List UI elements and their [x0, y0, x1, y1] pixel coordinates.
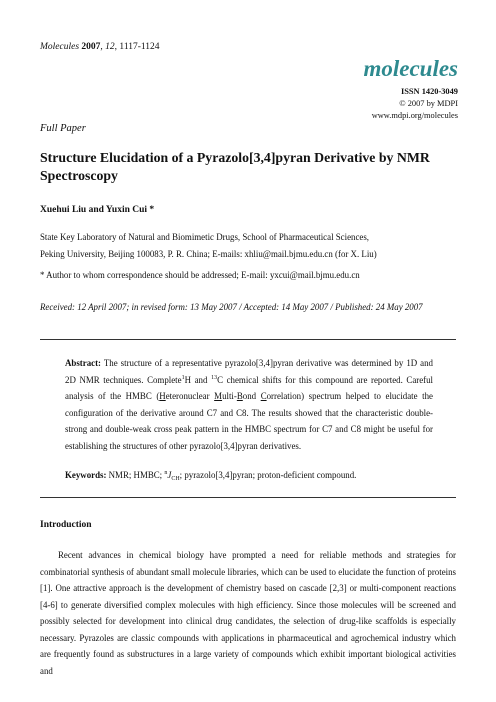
underlined-letter: B	[236, 391, 243, 401]
copyright: © 2007 by MDPI	[399, 99, 458, 108]
abstract-text: orrelation)	[266, 391, 305, 401]
journal-year: 2007	[81, 42, 101, 52]
underlined-letter: M	[214, 391, 223, 401]
underlined-letter: H	[159, 391, 166, 401]
journal-name: Molecules	[40, 42, 80, 52]
abstract	[65, 355, 433, 454]
journal-reference: Molecules 2007, 12, 1117-1124	[40, 42, 160, 52]
keyword-text: ; pyrazolo[3,4]pyran; proton-deficient compound.	[179, 470, 357, 480]
superscript: n	[164, 470, 168, 476]
abstract-text: eteronuclear	[165, 391, 215, 401]
issn: ISSN 1420-3049	[400, 87, 458, 96]
abstract-text: spectrum helped to elucidate the configuration of the derivative around C7 and C8. The results showed that the characteristic double-strong and double-weak cross peak pattern in the HMBC spectrum for C7 and C8 might be useful for establishing the structures of other pyrazolo[3,4]pyran derivatives.	[65, 391, 433, 451]
authors: Xuehui Liu and Yuxin Cui *	[40, 205, 155, 215]
affiliation-line: Peking University, Beijing 100083, P. R. China; E-mails: xhliu@mail.bjmu.edu.cn (for X. Liu)	[40, 249, 377, 259]
publication-dates: Received: 12 April 2007; in revised form: 13 May 2007 / Accepted: 14 May 2007 / Published: 24 May 2007	[40, 302, 423, 312]
subscript: CH	[171, 476, 180, 482]
introduction-paragraph	[40, 547, 456, 679]
website[interactable]: www.mdpi.org/molecules	[371, 111, 458, 120]
abstract-label: Abstract:	[65, 358, 101, 368]
abstract-bottom-rule	[40, 497, 456, 498]
abstract-top-rule	[40, 339, 456, 340]
journal-pages: 1117-1124	[119, 42, 160, 52]
journal-info	[372, 86, 458, 122]
abstract-text: The structure of a representative pyrazolo[3,4]pyran derivative was determined by 1D and 2D NMR techniques. Complete	[65, 358, 433, 385]
keywords-label: Keywords:	[65, 470, 107, 480]
paragraph-text: Recent advances in chemical biology have prompted a need for reliable methods and strategies for combinatorial synthesis of abundant small molecule libraries, which can be used to elucidate the function of proteins [1]. One attractive approach is the development of chemistry based on cascade [2,3] or multi-component reactions [4-6] to generate diversified complex molecules with high efficiency. Since those molecules will be screened and possibly selected for development into clinical drug candidates, the selection of drug-like scaffolds is especially necessary. Pyrazoles are classic compounds with applications in pharmaceutical and agrochemical industry which are frequently found as substructures in a large variety of compounds which exhibit important biological activities and	[40, 550, 456, 676]
abstract-text: ulti-	[222, 391, 237, 401]
paper-type: Full Paper	[40, 123, 86, 134]
journal-volume: 12	[105, 42, 115, 52]
underlined-letter: C	[260, 391, 267, 401]
abstract-text: C chemical shifts for this compound are reported. Careful analysis of the HMBC (	[65, 374, 434, 401]
keyword-text: NMR; HMBC;	[108, 470, 163, 480]
section-heading-introduction: Introduction	[40, 520, 92, 530]
correspondence: * Author to whom correspondence should be addressed; E-mail: yxcui@mail.bjmu.edu.cn	[40, 270, 360, 280]
superscript: 1	[181, 374, 185, 381]
journal-logo: molecules	[363, 56, 458, 81]
abstract-text: H and	[184, 374, 208, 385]
keywords	[65, 470, 433, 480]
affiliation-line: State Key Laboratory of Natural and Biomimetic Drugs, School of Pharmaceutical Sciences,	[40, 232, 370, 242]
abstract-text: ond	[242, 391, 261, 401]
superscript: 13	[211, 374, 218, 381]
keyword-symbol: J	[167, 470, 172, 480]
paper-title: Structure Elucidation of a Pyrazolo[3,4]pyran Derivative by NMR Spectroscopy	[40, 150, 430, 183]
affiliation	[40, 229, 470, 263]
